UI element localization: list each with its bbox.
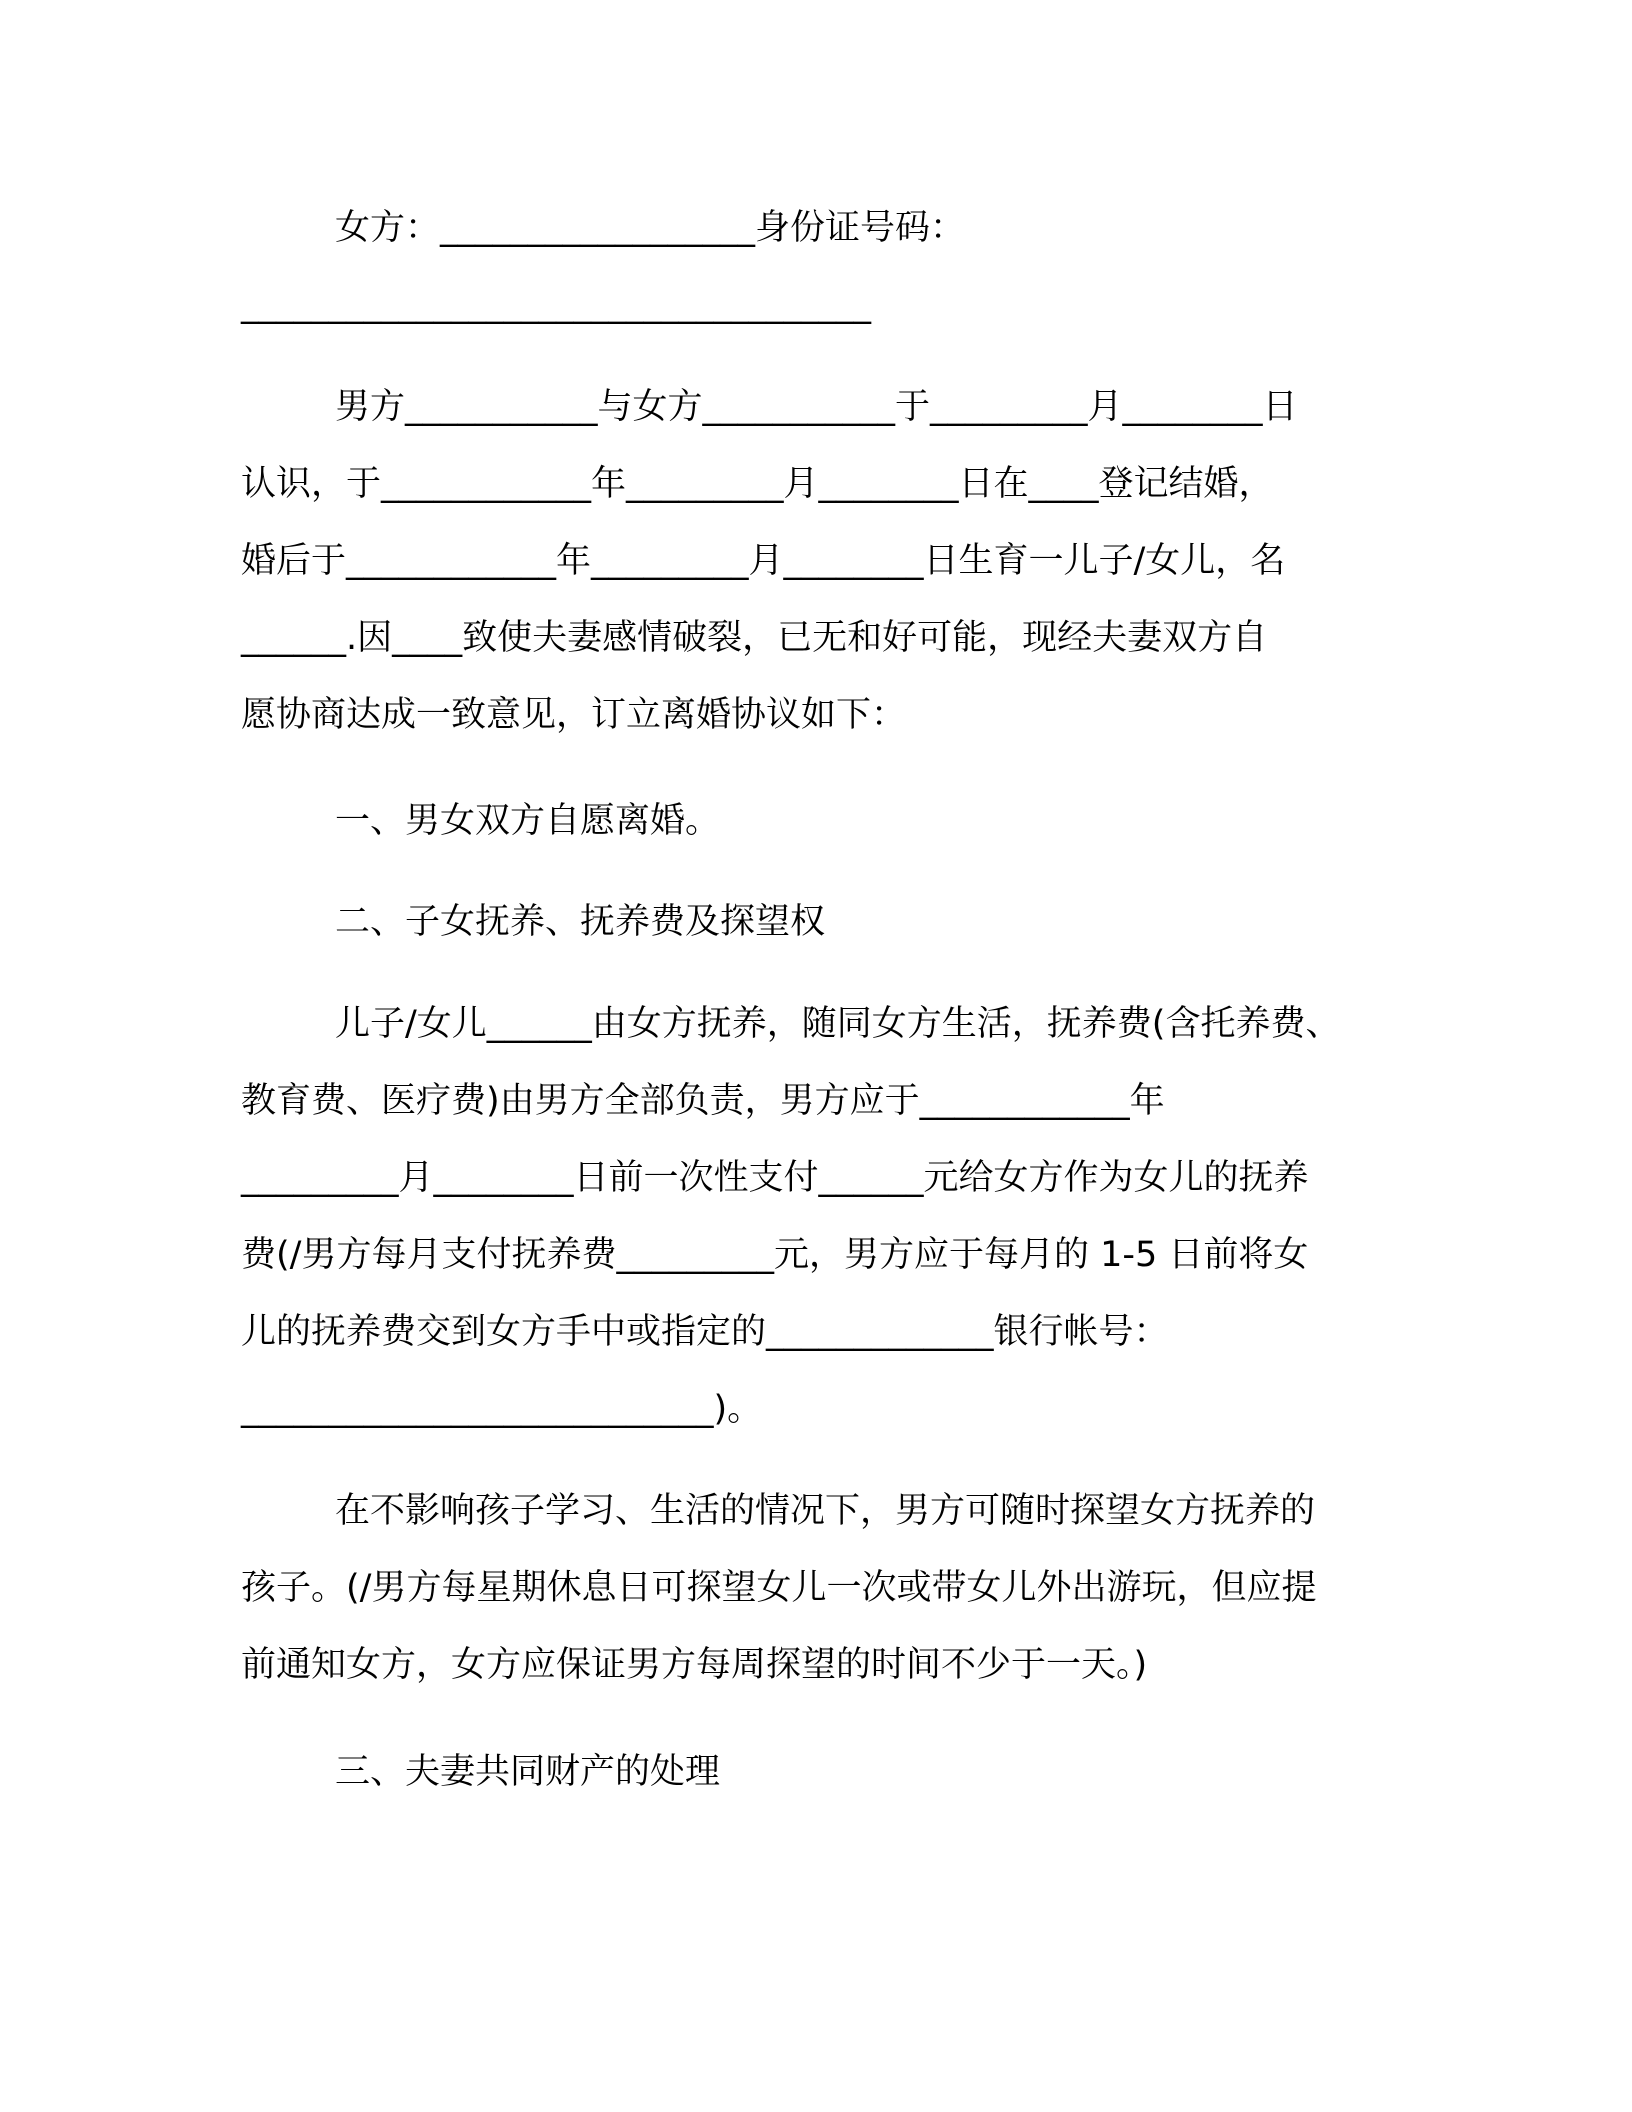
paragraph-line: 前通知女方，女方应保证男方每周探望的时间不少于一天。): [241, 1645, 1148, 1685]
female-party-line: 女方：__________________身份证号码：: [335, 208, 966, 248]
agreement-body: [241, 190, 1421, 1811]
section-two-heading: 二、子女抚养、抚养费及探望权: [335, 902, 826, 942]
child-support-paragraph: [241, 986, 1421, 1448]
paragraph-line: ______.因____致使夫妻感情破裂，已无和好可能，现经夫妻双方自: [241, 618, 1268, 658]
paragraph-line: 教育费、医疗费)由男方全部负责，男方应于____________年: [241, 1081, 1165, 1121]
paragraph-line: 费(/男方每月支付抚养费_________元，男方应于每月的 1-5 日前将女: [241, 1235, 1309, 1275]
visitation-paragraph: [241, 1473, 1421, 1704]
paragraph-line: ___________________________)。: [241, 1389, 763, 1429]
section-three-heading: 三、夫妻共同财产的处理: [335, 1752, 721, 1792]
paragraph-line: 认识，于____________年_________月________日在____登记结婚，: [241, 464, 1274, 504]
paragraph-line: 孩子。(/男方每星期休息日可探望女儿一次或带女儿外出游玩，但应提: [241, 1568, 1317, 1608]
paragraph-line: 婚后于____________年_________月________日生育一儿子/女儿，名: [241, 541, 1286, 581]
marriage-info-paragraph: [241, 369, 1421, 754]
paragraph-line: 愿协商达成一致意见，订立离婚协议如下：: [241, 695, 907, 735]
paragraph-line: 儿的抚养费交到女方手中或指定的_____________银行帐号：: [241, 1312, 1169, 1352]
section-one-heading: 一、男女双方自愿离婚。: [335, 801, 721, 841]
id-number-blank: ____________________________________: [241, 285, 871, 325]
paragraph-line: 在不影响孩子学习、生活的情况下，男方可随时探望女方抚养的: [335, 1491, 1316, 1531]
paragraph-line: 男方___________与女方___________于_________月________日: [335, 387, 1298, 427]
paragraph-line: 儿子/女儿______由女方抚养，随同女方生活，抚养费(含托养费、: [335, 1004, 1341, 1044]
paragraph-line: _________月________日前一次性支付______元给女方作为女儿的抚养: [241, 1158, 1309, 1198]
